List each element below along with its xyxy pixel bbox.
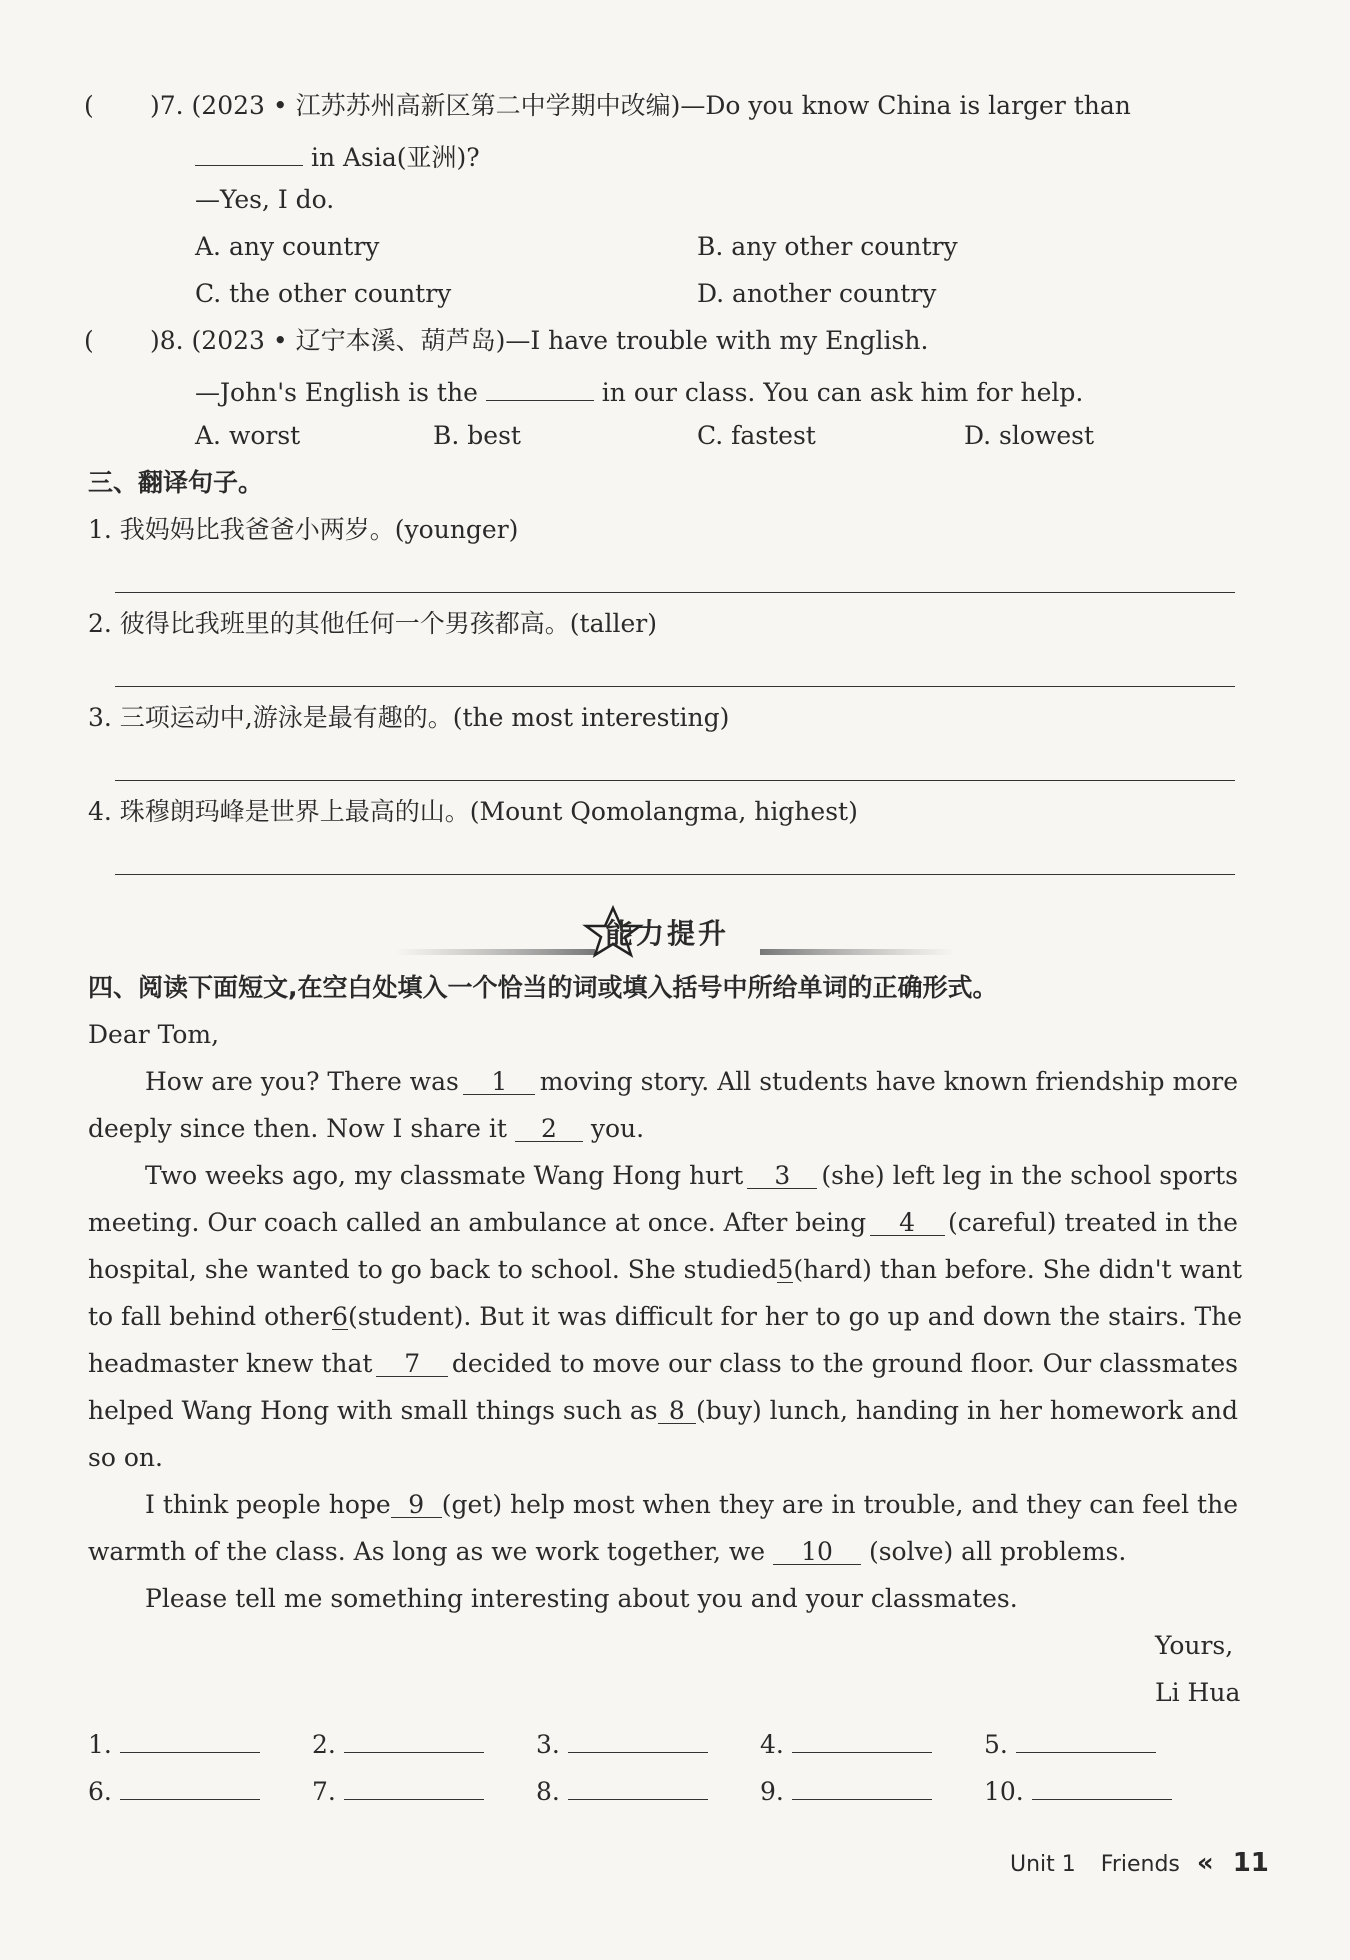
answer-slot-8 — [536, 1771, 708, 1808]
p2-l4-b: (student). But it was difficult for her to go up and down the stairs. The — [347, 1302, 1243, 1331]
footer-unit: Unit 1 — [1010, 1852, 1076, 1877]
p1-line1 — [145, 1066, 1238, 1098]
q7-reply: —Yes, I do. — [195, 185, 335, 214]
answer-label-2: 2. — [312, 1730, 336, 1759]
p3-line2 — [88, 1536, 1126, 1568]
translation-answer-line-1[interactable] — [115, 590, 1235, 593]
p2-line3 — [88, 1254, 1243, 1286]
p2-l1-b: (she) left leg in the school sports — [821, 1161, 1238, 1190]
answer-blank-3[interactable] — [568, 1724, 708, 1753]
banner-label: 能力提升 — [605, 917, 730, 950]
p2-l5-b: decided to move our class to the ground floor. Our classmates — [451, 1349, 1238, 1378]
answer-slot-3 — [536, 1724, 708, 1761]
q8-option-c[interactable]: C. fastest — [697, 421, 816, 450]
q7-line2 — [195, 137, 480, 174]
p2-l3-a: hospital, she wanted to go back to school. She studied — [88, 1255, 778, 1284]
answer-blank-8[interactable] — [568, 1771, 708, 1800]
letter-signature: Li Hua — [1155, 1678, 1241, 1707]
q7-answer-paren[interactable]: ( — [84, 91, 94, 120]
translation-item-1: 1. 我妈妈比我爸爸小两岁。(younger) — [88, 515, 519, 544]
answer-slot-2 — [312, 1724, 484, 1761]
answer-slot-10 — [984, 1771, 1172, 1808]
letter-greeting: Dear Tom, — [88, 1020, 220, 1049]
blank-10[interactable]: 10 — [773, 1536, 861, 1565]
p2-l2-b: (careful) treated in the — [948, 1208, 1238, 1237]
p2-line6 — [88, 1395, 1238, 1427]
answer-slot-7 — [312, 1771, 484, 1808]
q8-option-b[interactable]: B. best — [433, 421, 521, 450]
q7-option-c[interactable]: C. the other country — [195, 279, 452, 308]
p3-l2-b: (solve) all problems. — [868, 1537, 1127, 1566]
p2-l2-a: meeting. Our coach called an ambulance at once. After being — [88, 1208, 867, 1237]
page-footer — [1010, 1848, 1269, 1878]
p2-l1-a: Two weeks ago, my classmate Wang Hong hurt — [145, 1161, 744, 1190]
translation-item-3: 3. 三项运动中,游泳是最有趣的。(the most interesting) — [88, 703, 730, 732]
p1-l1-a: How are you? There was — [145, 1067, 459, 1096]
q8-option-a[interactable]: A. worst — [195, 421, 301, 450]
p3-l1-b: (get) help most when they are in trouble, and they can feel the — [441, 1490, 1238, 1519]
answer-blank-4[interactable] — [792, 1724, 932, 1753]
q8-answer-paren[interactable]: ( — [84, 326, 94, 355]
page-number: 11 — [1232, 1848, 1269, 1878]
answer-label-8: 8. — [536, 1777, 560, 1806]
answer-slot-4 — [760, 1724, 932, 1761]
answer-blank-2[interactable] — [344, 1724, 484, 1753]
footer-title: Friends — [1100, 1852, 1180, 1877]
translation-answer-line-4[interactable] — [115, 872, 1235, 875]
p2-l6-b: (buy) lunch, handing in her homework and — [695, 1396, 1238, 1425]
answer-label-7: 7. — [312, 1777, 336, 1806]
answer-label-4: 4. — [760, 1730, 784, 1759]
answer-slot-6 — [88, 1771, 260, 1808]
q8-line2-post: in our class. You can ask him for help. — [601, 378, 1084, 407]
q7-option-b[interactable]: B. any other country — [697, 232, 958, 261]
answer-slot-1 — [88, 1724, 260, 1761]
q8-question: )8. (2023 • 辽宁本溪、葫芦岛)—I have trouble with my English. — [150, 326, 929, 355]
answer-blank-1[interactable] — [120, 1724, 260, 1753]
q7-option-a[interactable]: A. any country — [195, 232, 380, 261]
q8-option-d[interactable]: D. slowest — [964, 421, 1094, 450]
blank-1[interactable]: 1 — [463, 1066, 535, 1095]
blank-4[interactable]: 4 — [870, 1207, 945, 1236]
blank-9[interactable]: 9 — [391, 1489, 442, 1518]
q7-question: )7. (2023 • 江苏苏州高新区第二中学期中改编)—Do you know China is larger than — [150, 91, 1131, 120]
p2-line7: so on. — [88, 1443, 163, 1472]
q7-blank[interactable] — [195, 137, 303, 166]
blank-3[interactable]: 3 — [747, 1160, 817, 1189]
p2-l6-a: helped Wang Hong with small things such as — [88, 1396, 658, 1425]
p1-l2-b: you. — [590, 1114, 645, 1143]
p3-line1 — [145, 1489, 1238, 1521]
answer-slot-5 — [984, 1724, 1156, 1761]
p2-line4 — [88, 1301, 1243, 1333]
answer-blank-7[interactable] — [344, 1771, 484, 1800]
translation-item-4: 4. 珠穆朗玛峰是世界上最高的山。(Mount Qomolangma, highest) — [88, 797, 858, 826]
p4-line: Please tell me something interesting about you and your classmates. — [145, 1584, 1018, 1613]
p2-line1 — [145, 1160, 1238, 1192]
q8-blank[interactable] — [486, 372, 594, 401]
p2-line2 — [88, 1207, 1238, 1239]
q7-option-d[interactable]: D. another country — [697, 279, 937, 308]
translation-answer-line-3[interactable] — [115, 778, 1235, 781]
blank-8[interactable]: 8 — [658, 1395, 696, 1424]
q7-line2-text: in Asia(亚洲)? — [310, 143, 480, 172]
blank-7[interactable]: 7 — [376, 1348, 448, 1377]
answer-blank-6[interactable] — [120, 1771, 260, 1800]
answer-label-9: 9. — [760, 1777, 784, 1806]
p3-l1-a: I think people hope — [145, 1490, 391, 1519]
p1-l2-a: deeply since then. Now I share it — [88, 1114, 507, 1143]
blank-5[interactable]: 5 — [777, 1255, 794, 1284]
blank-2[interactable]: 2 — [515, 1113, 583, 1142]
answer-blank-5[interactable] — [1016, 1724, 1156, 1753]
answer-label-10: 10. — [984, 1777, 1024, 1806]
p2-line5 — [88, 1348, 1238, 1380]
p2-l4-a: to fall behind other — [88, 1302, 333, 1331]
answer-blank-10[interactable] — [1032, 1771, 1172, 1800]
letter-closing: Yours, — [1155, 1631, 1234, 1660]
answer-label-5: 5. — [984, 1730, 1008, 1759]
section4-title: 四、阅读下面短文,在空白处填入一个恰当的词或填入括号中所给单词的正确形式。 — [88, 973, 998, 1002]
p1-l1-b: moving story. All students have known friendship more — [539, 1067, 1238, 1096]
blank-6[interactable]: 6 — [332, 1302, 348, 1331]
q8-line2 — [195, 372, 1083, 409]
section3-title: 三、翻译句子。 — [88, 468, 264, 497]
translation-item-2: 2. 彼得比我班里的其他任何一个男孩都高。(taller) — [88, 609, 657, 638]
p3-l2-a: warmth of the class. As long as we work together, we — [88, 1537, 766, 1566]
answer-label-3: 3. — [536, 1730, 560, 1759]
answer-slot-9 — [760, 1771, 932, 1808]
translation-answer-line-2[interactable] — [115, 684, 1235, 687]
answer-blank-9[interactable] — [792, 1771, 932, 1800]
answer-label-1: 1. — [88, 1730, 112, 1759]
p2-l3-b: (hard) than before. She didn't want — [793, 1255, 1243, 1284]
p1-line2 — [88, 1113, 644, 1145]
p2-l5-a: headmaster knew that — [88, 1349, 373, 1378]
answer-label-6: 6. — [88, 1777, 112, 1806]
double-chevron-left-icon: « — [1196, 1848, 1214, 1878]
q8-line2-pre: —John's English is the — [195, 378, 478, 407]
ability-banner — [395, 900, 955, 960]
